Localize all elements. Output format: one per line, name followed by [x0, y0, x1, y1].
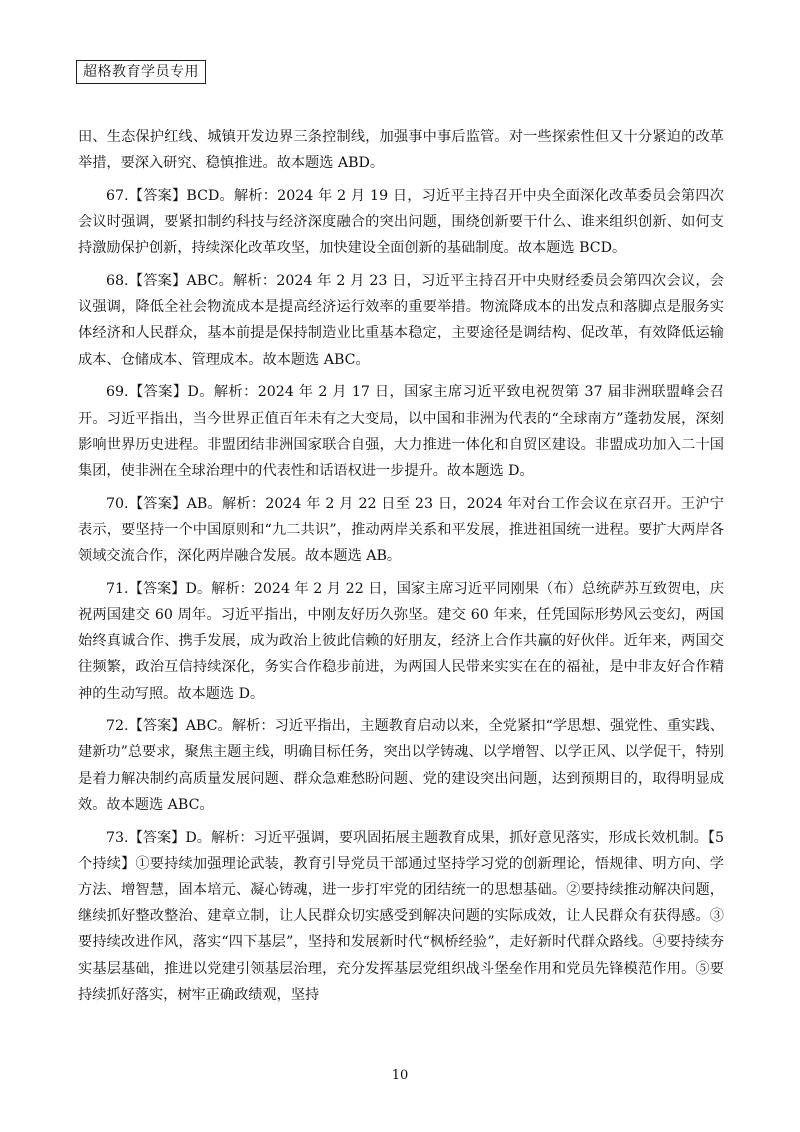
answer-73: 73.【答案】D。解析：习近平强调，要巩固拓展主题教育成果，抓好意见落实，形成长效机制。【5 个持续】①要持续加强理论武装，教育引导党员干部通过坚持学习党的创新理论，悟规律、明方向、学方法、增智慧，固本培元、凝心铸魂，进一步打牢党的团结统一的思想基础。②要持续推动解决问题，继续抓好整改整治、建章立制，让人民群众切实感受到解决问题的实际成效，让人民群众有获得感。③要持续改进作风，落实“四下基层”，坚持和发展新时代“枫桥经验”，走好新时代群众路线。④要持续夯实基层基础，推进以党建引领基层治理，充分发挥基层党组织战斗堡垒作用和党员先锋模范作用。⑤要持续抓好落实，树牢正确政绩观，坚持: [78, 829, 724, 1003]
answer-72: 72.【答案】ABC。解析：习近平指出，主题教育启动以来，全党紧扣“学思想、强党性、重实践、建新功”总要求，聚焦主题主线，明确目标任务，突出以学铸魂、以学增智、以学正风、以学促干，特别是着力解决制约高质量发展问题、群众急难愁盼问题、党的建设突出问题，达到预期目的，取得明显成效。故本题选 ABC。: [78, 718, 724, 813]
document-body: [78, 124, 724, 1015]
page-number: 10: [391, 1068, 409, 1083]
answer-69: 69.【答案】D。解析：2024 年 2 月 17 日，国家主席习近平致电祝贺第 37 届非洲联盟峰会召开。习近平指出，当今世界正值百年未有之大变局，以中国和非洲为代表的“全球南方”蓬勃发展，深刻影响世界历史进程。非盟团结非洲国家联合自强，大力推进一体化和自贸区建设。非盟成功加入二十国集团，使非洲在全球治理中的代表性和话语权进一步提升。故本题选 D。: [78, 384, 724, 479]
answer-71: 71.【答案】D。解析：2024 年 2 月 22 日，国家主席习近平同刚果（布）总统萨苏互致贺电，庆祝两国建交 60 周年。习近平指出，中刚友好历久弥坚。建交 60 年来，任凭国际形势风云变幻，两国始终真诚合作、携手发展，成为政治上彼此信赖的好朋友，经济上合作共赢的好伙伴。近年来，两国交往频繁，政治互信持续深化，务实合作稳步前进，为两国人民带来实实在在的福祉，是中非友好合作精神的生动写照。故本题选 D。: [78, 580, 724, 702]
answer-67: 67.【答案】BCD。解析：2024 年 2 月 19 日，习近平主持召开中央全面深化改革委员会第四次会议时强调，要紧扣制约科技与经济深度融合的突出问题，围绕创新要干什么、谁来组织创新、如何支持激励保护创新，持续深化改革攻坚，加快建设全面创新的基础制度。故本题选 BCD。: [78, 187, 724, 257]
answer-68: 68.【答案】ABC。解析：2024 年 2 月 23 日，习近平主持召开中央财经委员会第四次会议，会议强调，降低全社会物流成本是提高经济运行效率的重要举措。物流降成本的出发点和落脚点是服务实体经济和人民群众，基本前提是保持制造业比重基本稳定，主要途径是调结构、促改革，有效降低运输成本、仓储成本、管理成本。故本题选 ABC。: [78, 273, 724, 368]
header-label: 超格教育学员专用: [76, 60, 206, 84]
answer-70: 70.【答案】AB。解析：2024 年 2 月 22 日至 23 日，2024 年对台工作会议在京召开。王沪宁表示，要坚持一个中国原则和“九二共识”，推动两岸关系和平发展，推进祖国统一进程。要扩大两岸各领域交流合作，深化两岸融合发展。故本题选 AB。: [78, 495, 724, 565]
paragraph-continuation: 田、生态保护红线、城镇开发边界三条控制线，加强事中事后监管。对一些探索性但又十分紧迫的改革举措，要深入研究、稳慎推进。故本题选 ABD。: [78, 129, 724, 172]
